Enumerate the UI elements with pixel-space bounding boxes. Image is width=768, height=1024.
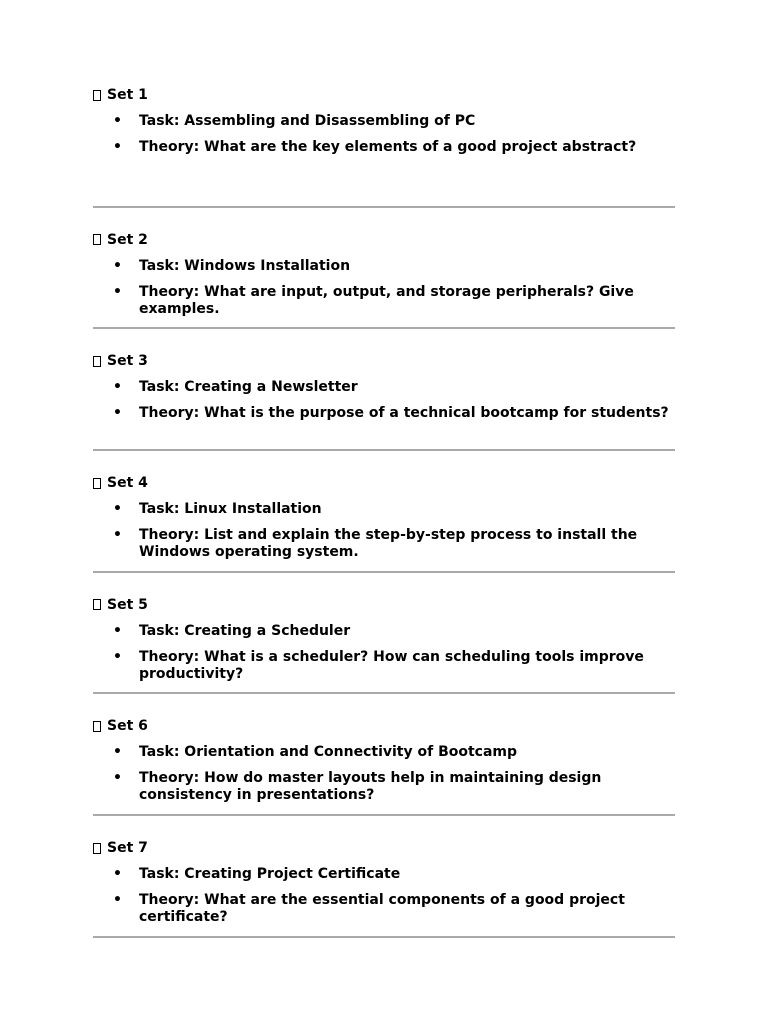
task-item <box>93 501 675 518</box>
theory-text: Theory: How do master layouts help in maintaining design consistency in presentations? <box>139 770 602 804</box>
clipboard-icon <box>93 478 101 489</box>
task-text: Task: Creating a Newsletter <box>139 379 358 396</box>
theory-item <box>93 405 675 422</box>
set-heading-label: Set 5 <box>107 596 148 613</box>
bullet-icon: • <box>113 892 122 909</box>
clipboard-icon <box>93 721 101 732</box>
bullet-icon: • <box>113 139 122 155</box>
bullet-icon: • <box>113 113 122 129</box>
task-text: Task: Creating a Scheduler <box>139 622 351 639</box>
bullet-icon: • <box>113 283 122 300</box>
theory-text: Theory: What is the purpose of a technical bootcamp for students? <box>139 405 669 422</box>
theory-text: Theory: What are input, output, and storage peripherals? Give examples. <box>139 283 634 317</box>
theory-item <box>93 649 675 683</box>
bullet-icon: • <box>113 501 122 518</box>
theory-text: Theory: What are the key elements of a good project abstract? <box>139 139 637 155</box>
set-heading-label: Set 6 <box>107 718 148 735</box>
set-section <box>93 208 675 330</box>
clipboard-icon <box>93 843 101 854</box>
theory-item <box>93 139 675 156</box>
bullet-icon: • <box>113 379 122 396</box>
set-heading <box>93 839 675 857</box>
set-heading <box>93 231 675 249</box>
set-heading-label: Set 4 <box>107 475 148 492</box>
bullet-icon: • <box>113 527 122 544</box>
task-text: Task: Creating Project Certificate <box>139 866 401 883</box>
set-heading <box>93 352 675 370</box>
clipboard-icon <box>93 234 101 245</box>
set-heading-label: Set 3 <box>107 353 148 370</box>
task-text: Task: Windows Installation <box>139 257 351 274</box>
theory-item <box>93 527 675 561</box>
task-item <box>93 258 675 275</box>
bullet-icon: • <box>113 648 122 665</box>
clipboard-icon <box>93 90 101 101</box>
set-heading-label: Set 2 <box>107 231 148 248</box>
bullet-icon: • <box>113 405 122 422</box>
set-section <box>93 816 675 938</box>
set-heading <box>93 717 675 735</box>
task-item <box>93 866 675 883</box>
set-section <box>93 694 675 816</box>
set-section <box>93 451 675 573</box>
task-text: Task: Orientation and Connectivity of Bootcamp <box>139 744 518 761</box>
theory-item <box>93 892 675 926</box>
theory-item <box>93 284 675 318</box>
set-heading-label: Set 7 <box>107 840 148 857</box>
set-heading <box>93 474 675 492</box>
task-item <box>93 113 675 130</box>
set-section <box>93 573 675 695</box>
clipboard-icon <box>93 356 101 367</box>
set-items <box>93 501 675 561</box>
task-text: Task: Linux Installation <box>139 501 322 518</box>
set-items <box>93 744 675 804</box>
bullet-icon: • <box>113 744 122 761</box>
set-items <box>93 113 675 156</box>
task-text: Task: Assembling and Disassembling of PC <box>139 113 476 129</box>
bullet-icon: • <box>113 622 122 639</box>
set-items <box>93 258 675 318</box>
set-heading-label: Set 1 <box>107 87 148 103</box>
theory-text: Theory: What are the essential components of a good project certificate? <box>139 892 625 926</box>
set-heading <box>93 86 675 104</box>
set-section <box>93 329 675 451</box>
bullet-icon: • <box>113 257 122 274</box>
set-items <box>93 623 675 683</box>
bullet-icon: • <box>113 866 122 883</box>
task-item <box>93 379 675 396</box>
set-items <box>93 866 675 926</box>
set-section <box>93 86 675 208</box>
task-item <box>93 623 675 640</box>
set-items <box>93 379 675 422</box>
bullet-icon: • <box>113 770 122 787</box>
task-item <box>93 744 675 761</box>
theory-text: Theory: List and explain the step-by-step process to install the Windows operating system. <box>139 527 638 561</box>
theory-text: Theory: What is a scheduler? How can scheduling tools improve productivity? <box>139 648 644 682</box>
set-list <box>93 86 675 938</box>
theory-item <box>93 770 675 804</box>
clipboard-icon <box>93 599 101 610</box>
set-heading <box>93 596 675 614</box>
